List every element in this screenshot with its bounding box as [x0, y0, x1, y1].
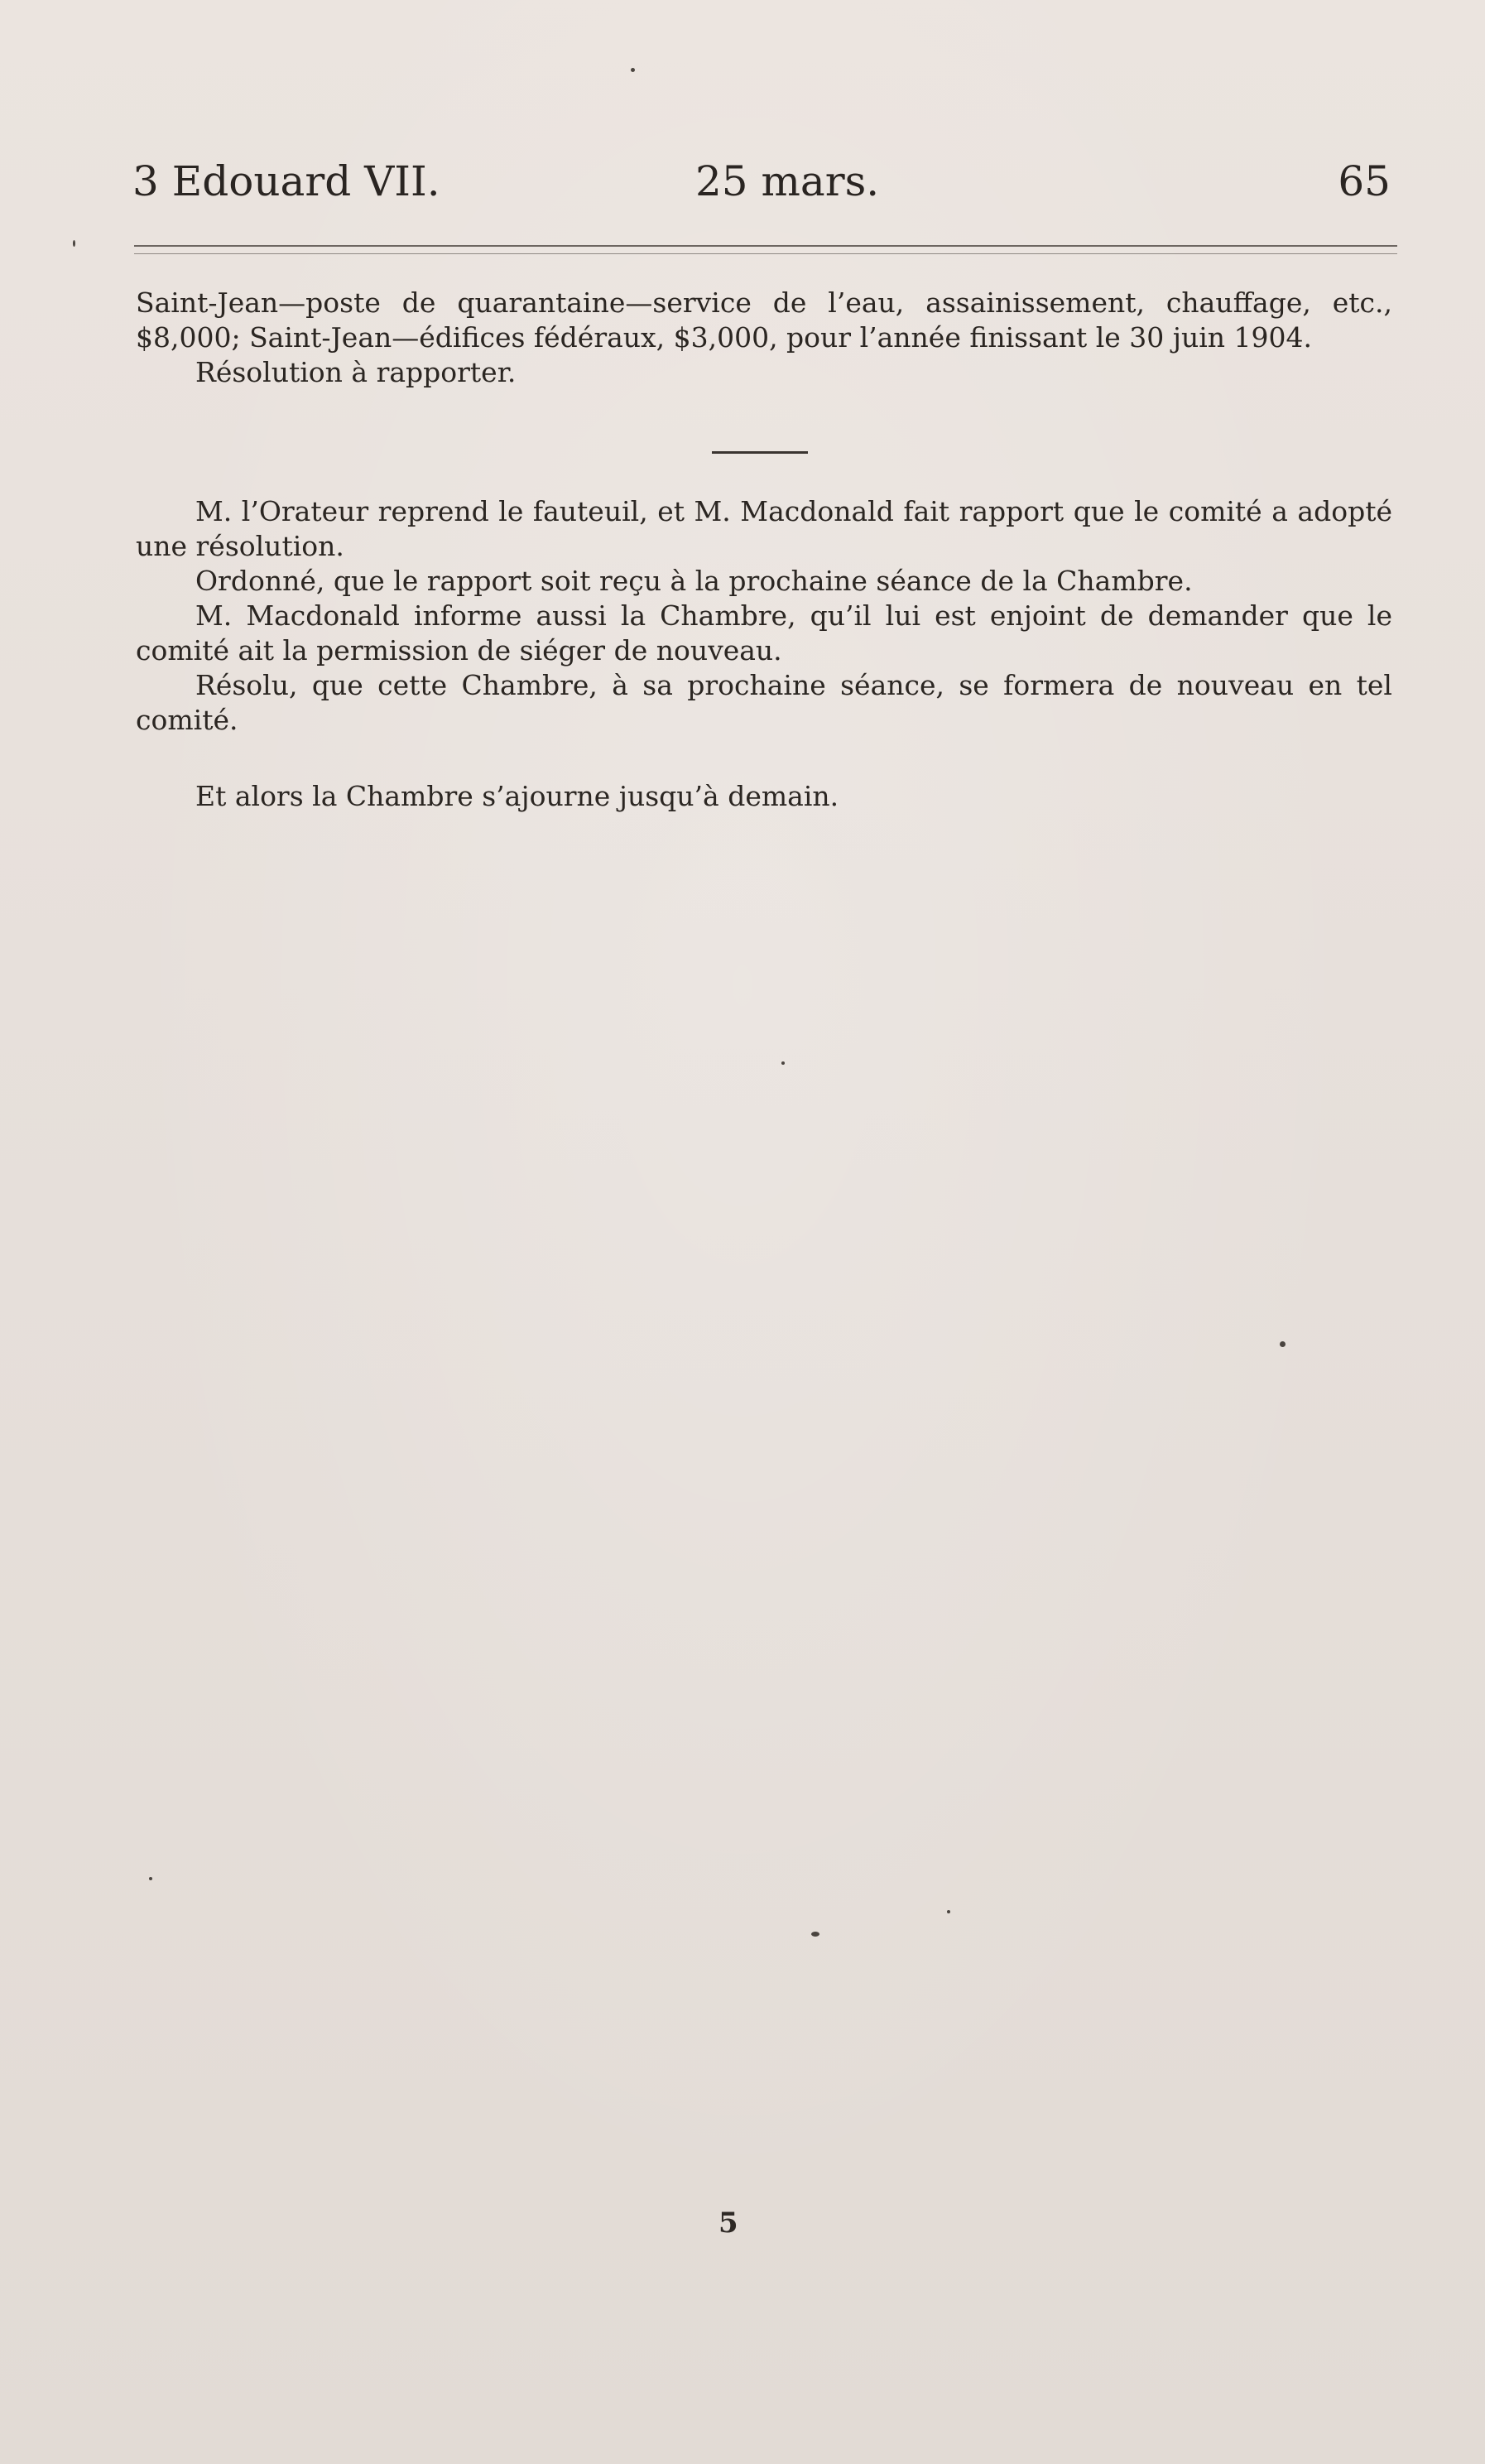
- regnal-year: 3 Edouard VII.: [132, 157, 440, 205]
- paragraph-permission: M. Macdonald informe aussi la Chambre, qu’il lui est enjoint de demander que le comité ait la permission de siéger de nouveau.: [136, 599, 1392, 667]
- paper-speck: [947, 1910, 950, 1913]
- paragraph-speaker-chair: M. l’Orateur reprend le fauteuil, et M. Macdonald fait rapport que le comité a adopté une résolution.: [136, 495, 1392, 562]
- paper-speck: [1280, 1341, 1286, 1347]
- section-separator: [712, 451, 808, 454]
- signature-mark: 5: [718, 2207, 738, 2240]
- paper-speck: [149, 1877, 152, 1880]
- header-date: 25 mars.: [695, 157, 880, 205]
- paragraph-resolution-report: Résolution à rapporter.: [195, 356, 517, 388]
- paragraph-adjournment: Et alors la Chambre s’ajourne jusqu’à demain.: [195, 780, 839, 812]
- paragraph-appropriation: Saint-Jean—poste de quarantaine—service de l’eau, assainissement, chauffage, etc., $8,000; Saint-Jean—édifices fédéraux, $3,000, pour l’année finissant le 30 juin 1904.: [136, 286, 1392, 354]
- header-rule: [134, 245, 1397, 247]
- text-block-adjournment: [136, 779, 1392, 814]
- paper-speck: [73, 240, 75, 247]
- paper-speck: [631, 68, 635, 72]
- text-block-appropriation: [136, 286, 1392, 390]
- page-number-header: 65: [1338, 157, 1391, 205]
- paper-speck: [781, 1061, 785, 1065]
- paragraph-ordered: Ordonné, que le rapport soit reçu à la prochaine séance de la Chambre.: [195, 565, 1193, 597]
- header-rule-thin: [134, 253, 1397, 254]
- running-header: [132, 157, 1391, 232]
- paragraph-resolved: Résolu, que cette Chambre, à sa prochaine séance, se formera de nouveau en tel comité.: [136, 669, 1392, 736]
- paper-speck: [811, 1932, 819, 1937]
- text-block-proceedings: [136, 494, 1392, 738]
